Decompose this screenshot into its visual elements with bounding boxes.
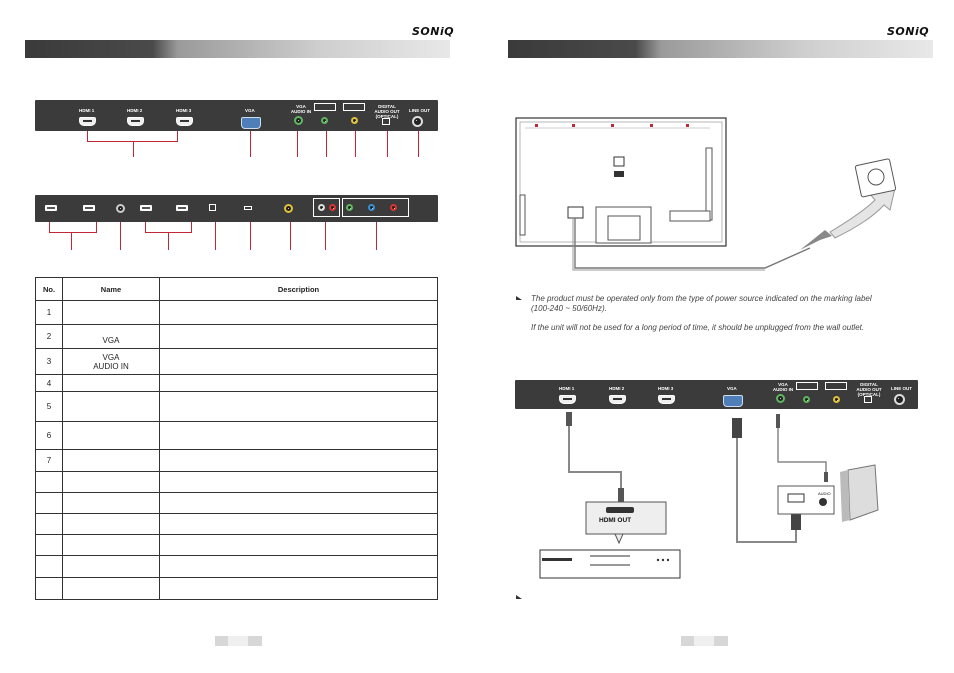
row-no: 3 — [36, 349, 63, 375]
row-desc — [160, 375, 438, 392]
callout-line — [71, 232, 72, 250]
table-row — [36, 422, 438, 450]
right-header-bar — [508, 40, 933, 58]
hdmi1-port — [559, 395, 576, 404]
digital-audio-label: DIGITAL AUDIO OUT (OPTICAL) — [856, 382, 882, 397]
antenna-jack — [116, 204, 125, 213]
tv-back-illustration — [510, 110, 930, 280]
row-name — [63, 392, 160, 422]
vga-audio-label: VGA AUDIO IN — [290, 104, 312, 114]
callout-line — [133, 141, 134, 157]
component-pb-jack — [368, 204, 375, 211]
component-y-jack — [803, 396, 810, 403]
callout-line — [191, 222, 192, 232]
component-box — [314, 103, 336, 111]
row-no — [36, 472, 63, 493]
row-name — [63, 493, 160, 514]
row-desc — [160, 450, 438, 472]
callout-line — [120, 222, 121, 250]
row-no: 4 — [36, 375, 63, 392]
callout-line — [387, 131, 388, 157]
row-name — [63, 556, 160, 578]
table-header-name: Name — [63, 278, 160, 301]
left-header-bar — [25, 40, 450, 58]
right-page-number-box — [681, 636, 728, 646]
table-row — [36, 392, 438, 422]
row-name — [63, 375, 160, 392]
callout-line — [325, 222, 326, 250]
power-note-1: The product must be operated only from the type of power source indicated on the marking label (100-240 ~ 50/60Hz). — [531, 294, 872, 313]
hdmi2-port — [609, 395, 626, 404]
row-no — [36, 556, 63, 578]
row-name — [63, 422, 160, 450]
row-name — [63, 472, 160, 493]
av-video-jack — [351, 117, 358, 124]
av-box — [343, 103, 365, 111]
usb-port — [176, 205, 188, 211]
row-desc — [160, 472, 438, 493]
av-video-jack — [833, 396, 840, 403]
callout-line — [177, 131, 178, 141]
row-no — [36, 535, 63, 556]
row-name — [63, 450, 160, 472]
table-row — [36, 535, 438, 556]
vga-label: VGA — [245, 108, 255, 113]
lan-port — [209, 204, 216, 211]
row-desc — [160, 392, 438, 422]
vga-port — [723, 395, 743, 407]
table-row — [36, 349, 438, 375]
connector-panel-right — [515, 380, 918, 409]
row-no: 2 — [36, 325, 63, 349]
table-header-row — [36, 278, 438, 301]
row-no: 5 — [36, 392, 63, 422]
callout-line — [355, 131, 356, 157]
row-desc — [160, 514, 438, 535]
pc-audio-label: AUDIO — [818, 491, 831, 496]
table-row — [36, 375, 438, 392]
usb-port — [83, 205, 95, 211]
hdmi1-port — [79, 117, 96, 126]
row-no: 7 — [36, 450, 63, 472]
hdmi1-label: HDMI 1 — [79, 108, 95, 113]
table-row — [36, 450, 438, 472]
hdmi1-label: HDMI 1 — [559, 386, 575, 391]
table-row — [36, 325, 438, 349]
table-row — [36, 556, 438, 578]
callout-line — [49, 232, 97, 233]
connector-panel-top — [35, 100, 438, 131]
callout-line — [49, 222, 50, 232]
callout-line — [326, 131, 327, 157]
row-no: 6 — [36, 422, 63, 450]
hdmi2-port — [127, 117, 144, 126]
callout-line — [250, 131, 251, 157]
right-brand-logo: SONiQ — [887, 25, 930, 38]
row-name: VGA AUDIO IN — [63, 349, 160, 375]
left-page-number-box — [215, 636, 262, 646]
usb-port — [140, 205, 152, 211]
row-desc — [160, 578, 438, 600]
vga-port — [241, 117, 261, 129]
usb-port — [45, 205, 57, 211]
optical-port — [864, 396, 872, 403]
hdmi3-label: HDMI 3 — [658, 386, 674, 391]
row-desc — [160, 325, 438, 349]
callout-line — [250, 222, 251, 250]
left-brand-logo: SONiQ — [412, 25, 455, 38]
vga-audio-label: VGA AUDIO IN — [772, 382, 794, 392]
line-out-label: LINE OUT — [409, 108, 430, 113]
table-header-description: Description — [160, 278, 438, 301]
row-no — [36, 493, 63, 514]
row-desc — [160, 493, 438, 514]
line-out-label: LINE OUT — [891, 386, 912, 391]
row-name — [63, 301, 160, 325]
row-no — [36, 514, 63, 535]
note-bullet-icon — [516, 296, 522, 300]
audio-l-jack — [318, 204, 325, 211]
hdmi2-label: HDMI 2 — [127, 108, 143, 113]
connector-table — [35, 277, 438, 600]
power-note-2: If the unit will not be used for a long period of time, it should be unplugged from the wall outlet. — [531, 323, 865, 332]
audio-r-jack — [329, 204, 336, 211]
hdmi3-port — [658, 395, 675, 404]
digital-audio-label: DIGITAL AUDIO OUT (OPTICAL) — [374, 104, 400, 119]
row-no — [36, 578, 63, 600]
vga-label: VGA — [727, 386, 737, 391]
callout-line — [418, 131, 419, 157]
row-name — [63, 535, 160, 556]
hdmi3-port — [176, 117, 193, 126]
row-desc — [160, 535, 438, 556]
callout-line — [87, 131, 88, 141]
line-out-jack — [894, 394, 905, 405]
av-in-jack — [284, 204, 293, 213]
table-header-no: No. — [36, 278, 63, 301]
hdmi-out-label: HDMI OUT — [599, 517, 632, 524]
callout-line — [297, 131, 298, 157]
table-row — [36, 493, 438, 514]
row-name: VGA — [63, 325, 160, 349]
table-row — [36, 514, 438, 535]
vga-audio-jack — [776, 394, 785, 403]
row-desc — [160, 349, 438, 375]
line-out-jack — [412, 116, 423, 127]
callout-line — [145, 222, 146, 232]
component-box — [796, 382, 818, 390]
callout-line — [215, 222, 216, 250]
optical-port — [382, 118, 390, 125]
row-name — [63, 514, 160, 535]
connection-diagram — [510, 410, 930, 585]
hdmi3-label: HDMI 3 — [176, 108, 192, 113]
connector-panel-bottom — [35, 195, 438, 222]
component-pr-jack — [390, 204, 397, 211]
table-row — [36, 301, 438, 325]
row-desc — [160, 422, 438, 450]
hdmi2-label: HDMI 2 — [609, 386, 625, 391]
service-port — [244, 206, 252, 210]
vga-audio-jack — [294, 116, 303, 125]
av-box — [825, 382, 847, 390]
note-bullet-icon — [516, 595, 522, 599]
component-y-jack — [346, 204, 353, 211]
callout-line — [96, 222, 97, 232]
callout-line — [168, 232, 169, 250]
component-y-jack — [321, 117, 328, 124]
row-name — [63, 578, 160, 600]
table-row — [36, 472, 438, 493]
table-row — [36, 578, 438, 600]
row-no: 1 — [36, 301, 63, 325]
row-desc — [160, 556, 438, 578]
row-desc — [160, 301, 438, 325]
callout-line — [376, 222, 377, 250]
callout-line — [290, 222, 291, 250]
